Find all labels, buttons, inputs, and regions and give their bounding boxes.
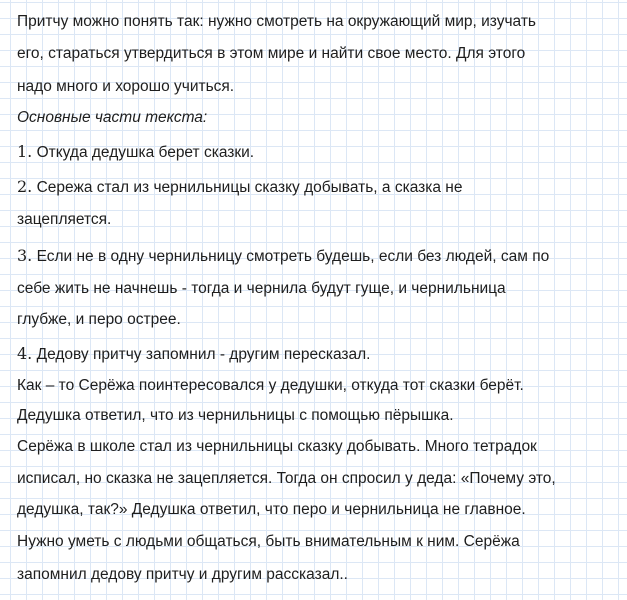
list-item bbox=[17, 177, 463, 198]
paragraph-line: дедушка, так?» Дедушка ответил, что перо и чернильница не главное. bbox=[17, 501, 526, 518]
list-text: Сережа стал из чернильницы сказку добывать, а сказка не bbox=[32, 179, 463, 196]
list-item bbox=[17, 344, 370, 365]
list-text: Дедову притчу запомнил - другим пересказал. bbox=[32, 346, 371, 363]
paragraph-line: Нужно уметь с людьми общаться, быть внимательным к ним. Серёжа bbox=[17, 533, 520, 550]
paragraph-line: глубже, и перо острее. bbox=[17, 311, 181, 328]
paragraph-line: надо много и хорошо учиться. bbox=[17, 78, 235, 95]
list-number: 3. bbox=[17, 246, 33, 265]
paragraph-line: запомнил дедову притчу и другим рассказал.. bbox=[17, 566, 348, 583]
list-number: 2. bbox=[17, 177, 33, 196]
paragraph-line: Притчу можно понять так: нужно смотреть на окружающий мир, изучать bbox=[17, 13, 536, 30]
paragraph-line: зацепляется. bbox=[17, 211, 112, 228]
paragraph-line: Дедушка ответил, что из чернильницы с помощью пёрышка. bbox=[17, 407, 454, 424]
paragraph-line: себе жить не начнешь - тогда и чернила будут гуще, и чернильница bbox=[17, 280, 506, 297]
paragraph-line: Серёжа в школе стал из чернильницы сказку добывать. Много тетрадок bbox=[17, 438, 537, 455]
list-number: 4. bbox=[17, 344, 33, 363]
list-text: Если не в одну чернильницу смотреть будешь, если без людей, сам по bbox=[32, 248, 550, 265]
section-heading: Основные части текста: bbox=[17, 109, 208, 126]
paragraph-line: Как – то Серёжа поинтересовался у дедушки, откуда тот сказки берёт. bbox=[17, 377, 524, 394]
list-text: Откуда дедушка берет сказки. bbox=[32, 144, 255, 161]
list-item bbox=[17, 142, 254, 163]
list-number: 1. bbox=[17, 142, 33, 161]
paragraph-line: исписал, но сказка не зацепляется. Тогда он спросил у деда: «Почему это, bbox=[17, 470, 556, 487]
paragraph-line: его, стараться утвердиться в этом мире и найти свое место. Для этого bbox=[17, 45, 526, 62]
list-item bbox=[17, 246, 549, 267]
